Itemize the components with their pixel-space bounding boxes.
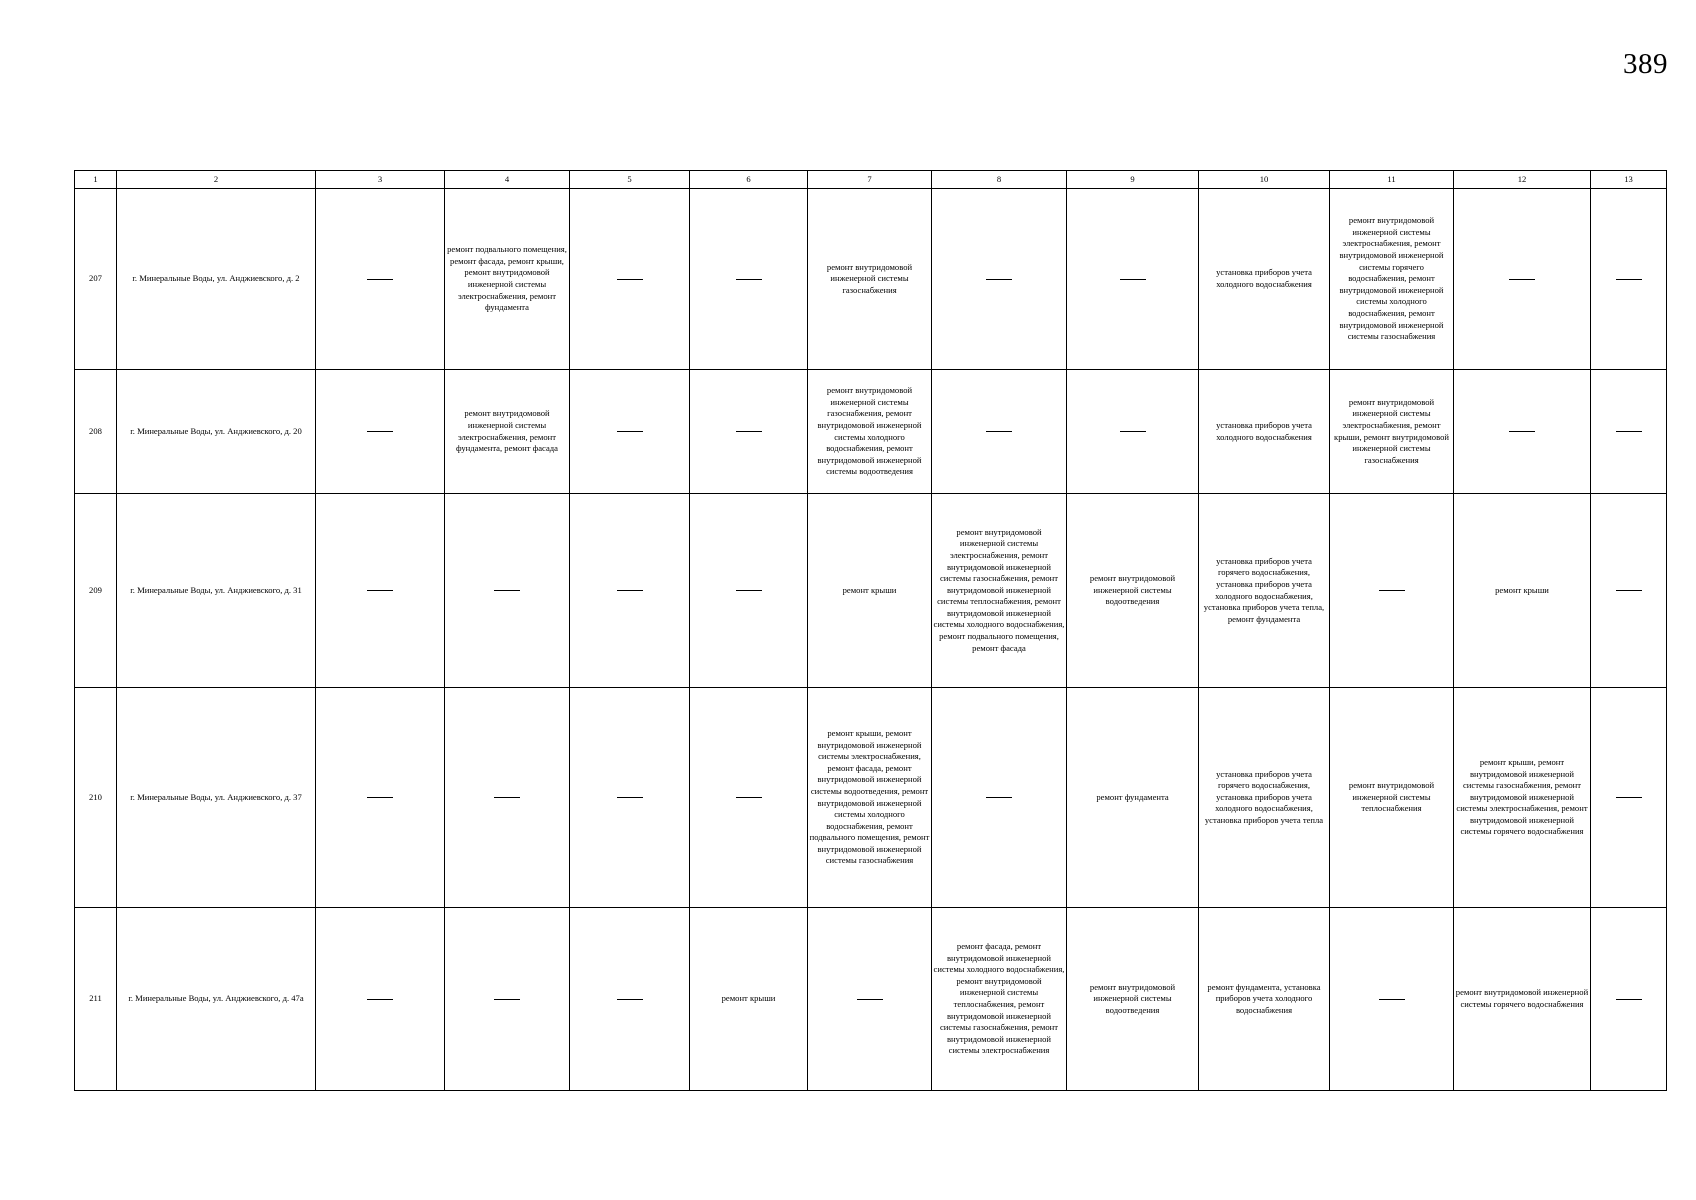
table-cell [570, 494, 690, 688]
empty-dash [494, 590, 520, 591]
table-cell [932, 370, 1067, 494]
table-cell [808, 908, 932, 1091]
page-number: 389 [1623, 48, 1668, 80]
table-cell [1067, 494, 1199, 688]
work-description: ремонт внутридомовой инженерной системы электроснабжения, ремонт крыши, ремонт внутридомовой инженерной системы газоснабжения [1334, 396, 1449, 465]
table-row [75, 688, 1667, 908]
table-cell [445, 688, 570, 908]
work-description: ремонт крыши [842, 584, 897, 595]
column-number-row [75, 171, 1667, 189]
empty-dash [494, 999, 520, 1000]
column-header: 13 [1591, 171, 1667, 189]
table-cell [1067, 908, 1199, 1091]
empty-dash [1616, 431, 1642, 432]
table-cell [316, 688, 445, 908]
table-cell [932, 189, 1067, 370]
table-cell [316, 908, 445, 1091]
table-cell [570, 370, 690, 494]
table-cell [1454, 189, 1591, 370]
table-cell [1591, 908, 1667, 1091]
table-cell [316, 370, 445, 494]
table-cell [1199, 370, 1330, 494]
empty-dash [1379, 590, 1405, 591]
work-description: ремонт внутридомовой инженерной системы водоотведения [1089, 573, 1176, 607]
table-cell [808, 370, 932, 494]
table-cell [316, 494, 445, 688]
work-description: установка приборов учета холодного водоснабжения [1216, 419, 1312, 442]
work-description: ремонт внутридомовой инженерной системы электроснабжения, ремонт внутридомовой инженерной системы газоснабжения, ремонт внутридомовой инженерной системы теплоснабжения, ремонт внутридомовой инженерной системы холодного водоснабжения, ремонт подвального помещения, ремонт фасада [933, 526, 1065, 653]
column-header: 9 [1067, 171, 1199, 189]
table-cell [808, 688, 932, 908]
work-description: установка приборов учета холодного водоснабжения [1216, 267, 1312, 289]
table-cell [445, 189, 570, 370]
table-cell [1330, 688, 1454, 908]
column-header: 11 [1330, 171, 1454, 189]
address-cell: г. Минеральные Воды, ул. Анджиевского, д. 2 [117, 189, 316, 370]
empty-dash [494, 797, 520, 798]
table-row [75, 370, 1667, 494]
empty-dash [617, 279, 643, 280]
column-header: 3 [316, 171, 445, 189]
repair-schedule-table [74, 170, 1667, 1091]
empty-dash [1120, 431, 1146, 432]
table-cell [1067, 370, 1199, 494]
work-description: ремонт внутридомовой инженерной системы электроснабжения, ремонт внутридомовой инженерной системы горячего водоснабжения, ремонт внутридомовой инженерной системы холодного водоснабжения, ремонт внутридомовой инженерной системы газоснабжения [1339, 215, 1444, 342]
table-cell [316, 189, 445, 370]
work-description: ремонт фасада, ремонт внутридомовой инженерной системы холодного водоснабжения, ремонт внутридомовой инженерной системы теплоснабжения, ремонт внутридомовой инженерной системы газоснабжения, ремонт внутридомовой инженерной системы электроснабжения [933, 941, 1065, 1056]
empty-dash [986, 431, 1012, 432]
work-description: ремонт внутридомовой инженерной системы теплоснабжения [1348, 780, 1435, 814]
empty-dash [1616, 279, 1642, 280]
address-cell: г. Минеральные Воды, ул. Анджиевского, д. 20 [117, 370, 316, 494]
table-cell [1591, 189, 1667, 370]
work-description: ремонт крыши [721, 993, 776, 1004]
table-cell [1330, 370, 1454, 494]
empty-dash [1616, 999, 1642, 1000]
work-description: ремонт крыши, ремонт внутридомовой инженерной системы газоснабжения, ремонт внутридомовой инженерной системы электроснабжения, ремонт внутридомовой инженерной системы горячего водоснабжения [1456, 756, 1588, 837]
column-header: 5 [570, 171, 690, 189]
table-row [75, 908, 1667, 1091]
empty-dash [1120, 279, 1146, 280]
column-header: 4 [445, 171, 570, 189]
empty-dash [367, 431, 393, 432]
work-description: ремонт подвального помещения, ремонт фасада, ремонт крыши, ремонт внутридомовой инженерной системы электроснабжения, ремонт фундамента [447, 244, 567, 313]
work-description: ремонт внутридомовой инженерной системы горячего водоснабжения [1455, 987, 1589, 1009]
table-cell [570, 688, 690, 908]
table-cell [570, 189, 690, 370]
table-cell [1591, 494, 1667, 688]
column-header: 8 [932, 171, 1067, 189]
table-cell [690, 189, 808, 370]
work-description: установка приборов учета горячего водоснабжения, установка приборов учета холодного водоснабжения, установка приборов учета тепла [1204, 768, 1324, 825]
table-cell [932, 494, 1067, 688]
empty-dash [617, 797, 643, 798]
table-cell [1454, 494, 1591, 688]
table-cell [570, 908, 690, 1091]
table-cell [1454, 908, 1591, 1091]
work-description: ремонт крыши [1495, 584, 1549, 595]
table-cell [1330, 908, 1454, 1091]
row-number: 211 [75, 908, 117, 1091]
table-cell [1454, 688, 1591, 908]
row-number: 209 [75, 494, 117, 688]
row-number: 208 [75, 370, 117, 494]
empty-dash [736, 431, 762, 432]
empty-dash [736, 590, 762, 591]
empty-dash [617, 590, 643, 591]
table-cell [1067, 189, 1199, 370]
empty-dash [617, 999, 643, 1000]
work-description: ремонт фундамента, установка приборов учета холодного водоснабжения [1207, 981, 1321, 1015]
column-header: 12 [1454, 171, 1591, 189]
table-cell [1199, 908, 1330, 1091]
table-cell [690, 908, 808, 1091]
empty-dash [367, 797, 393, 798]
table-cell [1067, 688, 1199, 908]
table-cell [1199, 688, 1330, 908]
work-description: ремонт внутридомовой инженерной системы газоснабжения, ремонт внутридомовой инженерной системы холодного водоснабжения, ремонт внутридомовой инженерной системы водоотведения [817, 385, 922, 477]
address-cell: г. Минеральные Воды, ул. Анджиевского, д. 47а [117, 908, 316, 1091]
empty-dash [1509, 431, 1535, 432]
empty-dash [1509, 279, 1535, 280]
work-description: ремонт внутридомовой инженерной системы газоснабжения [826, 261, 913, 295]
empty-dash [367, 590, 393, 591]
table-cell [932, 688, 1067, 908]
table-cell [690, 494, 808, 688]
row-number: 207 [75, 189, 117, 370]
empty-dash [1379, 999, 1405, 1000]
empty-dash [986, 279, 1012, 280]
column-header: 2 [117, 171, 316, 189]
work-description: ремонт фундамента [1096, 791, 1169, 802]
table-cell [1591, 688, 1667, 908]
table-cell [808, 494, 932, 688]
work-description: ремонт крыши, ремонт внутридомовой инженерной системы электроснабжения, ремонт фасада, ремонт внутридомовой инженерной системы водоотведения, ремонт внутридомовой инженерной системы холодного водоснабжения, ремонт подвального помещения, ремонт внутридомовой инженерной системы газоснабжения [809, 727, 930, 866]
empty-dash [617, 431, 643, 432]
empty-dash [1616, 590, 1642, 591]
column-header: 7 [808, 171, 932, 189]
column-header: 1 [75, 171, 117, 189]
address-cell: г. Минеральные Воды, ул. Анджиевского, д. 31 [117, 494, 316, 688]
table-cell [690, 688, 808, 908]
table-cell [1199, 494, 1330, 688]
empty-dash [857, 999, 883, 1000]
table-row [75, 494, 1667, 688]
work-description: установка приборов учета горячего водоснабжения, установка приборов учета холодного водоснабжения, установка приборов учета тепла, ремонт фундамента [1203, 555, 1325, 624]
empty-dash [1616, 797, 1642, 798]
column-header: 6 [690, 171, 808, 189]
table-cell [1330, 494, 1454, 688]
address-cell: г. Минеральные Воды, ул. Анджиевского, д. 37 [117, 688, 316, 908]
table-cell [445, 908, 570, 1091]
table-row [75, 189, 1667, 370]
table-cell [690, 370, 808, 494]
row-number: 210 [75, 688, 117, 908]
table-cell [1199, 189, 1330, 370]
work-description: ремонт внутридомовой инженерной системы электроснабжения, ремонт фундамента, ремонт фасада [456, 408, 558, 454]
table-cell [445, 494, 570, 688]
table-cell [1591, 370, 1667, 494]
empty-dash [736, 797, 762, 798]
table-cell [808, 189, 932, 370]
empty-dash [736, 279, 762, 280]
table-cell [932, 908, 1067, 1091]
empty-dash [986, 797, 1012, 798]
empty-dash [367, 999, 393, 1000]
column-header: 10 [1199, 171, 1330, 189]
table-cell [1330, 189, 1454, 370]
table-cell [1454, 370, 1591, 494]
table-cell [445, 370, 570, 494]
work-description: ремонт внутридомовой инженерной системы водоотведения [1089, 981, 1176, 1015]
empty-dash [367, 279, 393, 280]
